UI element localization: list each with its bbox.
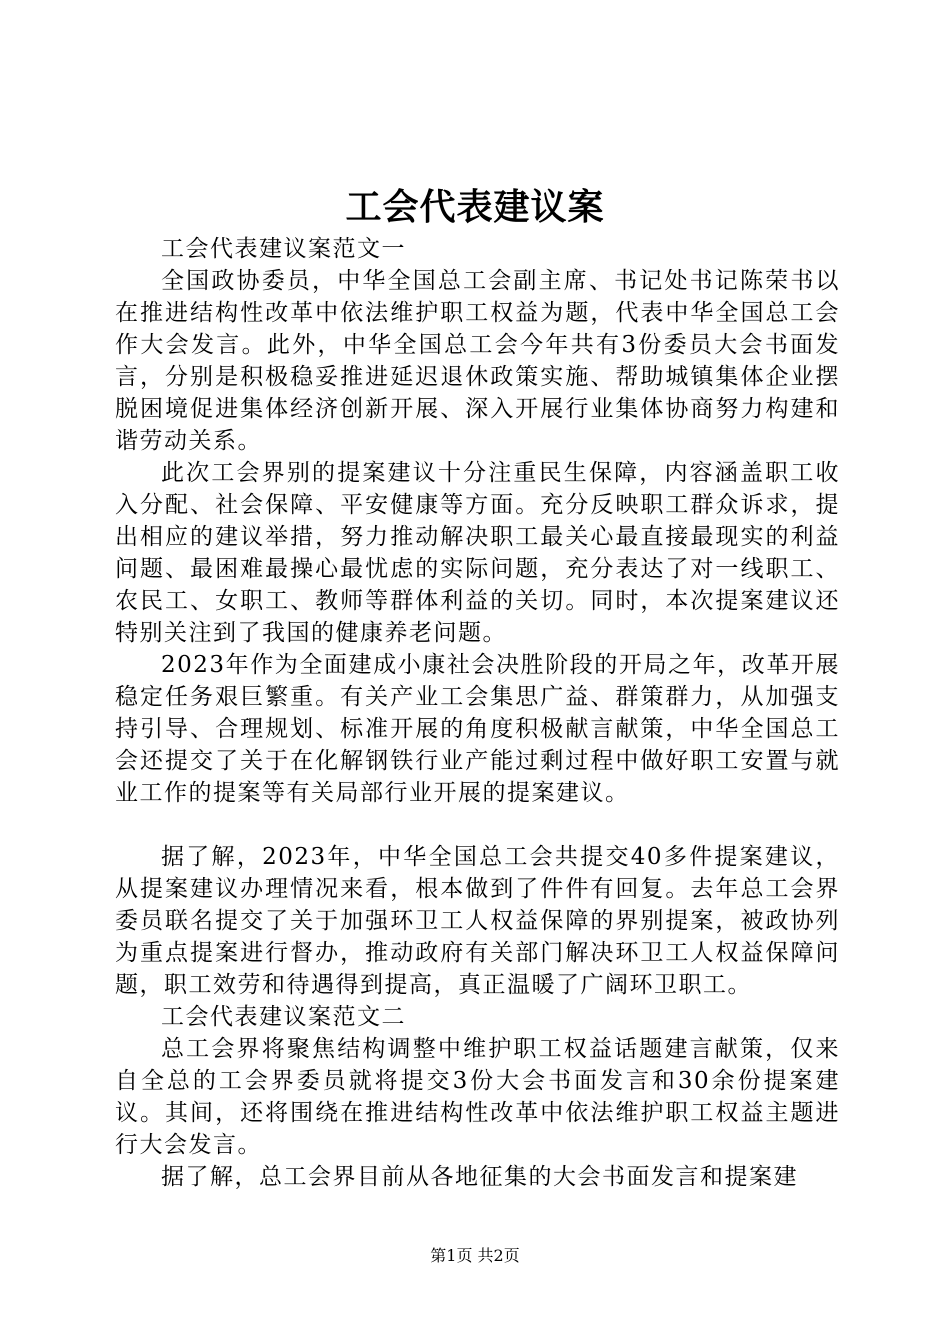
blank-line (115, 809, 840, 841)
section-heading-1: 工会代表建议案范文一 (161, 236, 406, 262)
paragraph: 据了解，2023年，中华全国总工会共提交40多件提案建议，从提案建议办理情况来看，根本做到了件件有回复。去年总工会界委员联名提交了关于加强环卫工人权益保障的界别提案，被政协列为重点提案进行督办，推动政府有关部门解决环卫工人权益保障问题，职工效劳和待遇得到提高，真正温暖了广阔环卫职工。 (115, 844, 840, 998)
paragraph: 总工会界将聚焦结构调整中维护职工权益话题建言献策，仅来自全总的工会界委员就将提交3份大会书面发言和30余份提案建议。其间，还将围绕在推进结构性改革中依法维护职工权益主题进行大会发言。 (115, 1036, 840, 1158)
paragraph: 此次工会界别的提案建议十分注重民生保障，内容涵盖职工收入分配、社会保障、平安健康等方面。充分反映职工群众诉求，提出相应的建议举措，努力推动解决职工最关心最直接最现实的利益问题、最困难最操心最忧虑的实际问题，充分表达了对一线职工、农民工、女职工、教师等群体利益的关切。同时，本次提案建议还特别关注到了我国的健康养老问题。 (115, 460, 840, 646)
paragraph: 全国政协委员，中华全国总工会副主席、书记处书记陈荣书以在推进结构性改革中依法维护职工权益为题，代表中华全国总工会作大会发言。此外，中华全国总工会今年共有3份委员大会书面发言，分别是积极稳妥推进延迟退休政策实施、帮助城镇集体企业摆脱困境促进集体经济创新开展、深入开展行业集体协商努力构建和谐劳动关系。 (115, 268, 840, 454)
paragraph: 据了解，总工会界目前从各地征集的大会书面发言和提案建 (161, 1164, 798, 1190)
document-title: 工会代表建议案 (345, 186, 605, 228)
section-heading-2: 工会代表建议案范文二 (161, 1004, 406, 1030)
paragraph: 2023年作为全面建成小康社会决胜阶段的开局之年，改革开展稳定任务艰巨繁重。有关产业工会集思广益、群策群力，从加强支持引导、合理规划、标准开展的角度积极献言献策，中华全国总工会还提交了关于在化解钢铁行业产能过剩过程中做好职工安置与就业工作的提案等有关局部行业开展的提案建议。 (115, 652, 840, 806)
page-footer: 第1页 共2页 (430, 1246, 520, 1265)
document-body (115, 233, 840, 1193)
